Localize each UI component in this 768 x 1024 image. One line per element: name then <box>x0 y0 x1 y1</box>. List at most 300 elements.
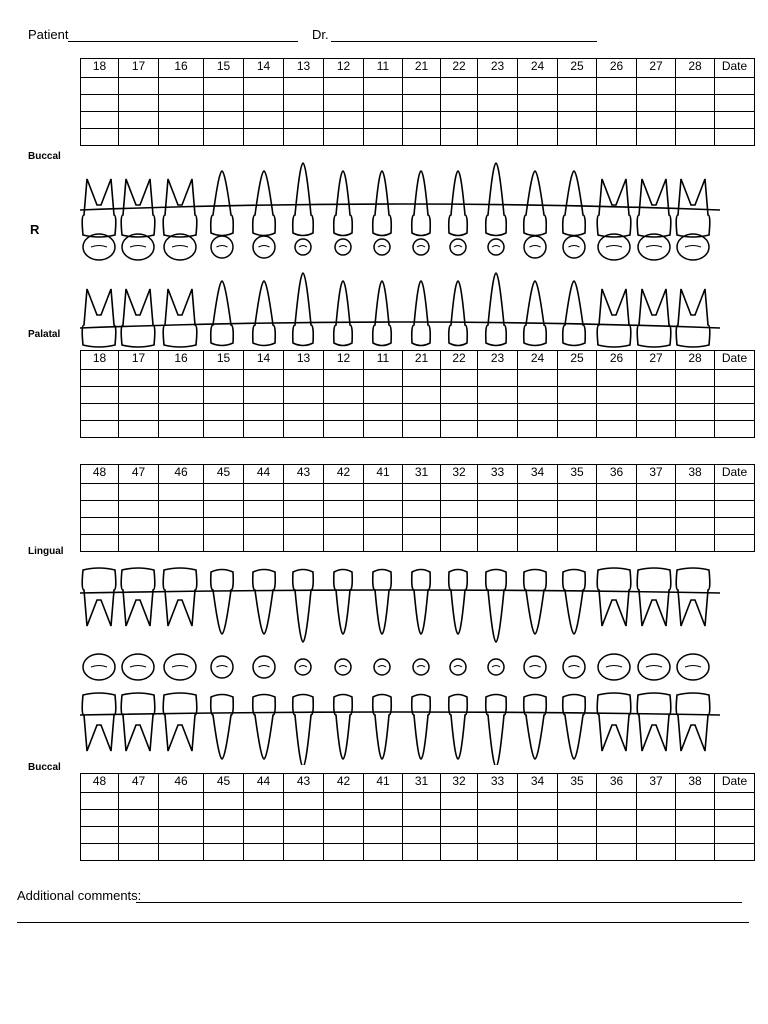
chart-cell[interactable] <box>204 844 244 861</box>
chart-cell[interactable] <box>81 501 119 518</box>
chart-cell[interactable] <box>637 370 676 387</box>
chart-cell[interactable] <box>637 112 676 129</box>
chart-cell[interactable] <box>119 78 159 95</box>
chart-cell[interactable] <box>403 501 441 518</box>
chart-cell[interactable] <box>441 112 478 129</box>
chart-cell[interactable] <box>244 370 284 387</box>
chart-cell[interactable] <box>676 810 715 827</box>
chart-cell[interactable] <box>244 78 284 95</box>
chart-cell[interactable] <box>715 501 755 518</box>
chart-cell[interactable] <box>244 112 284 129</box>
chart-cell[interactable] <box>478 370 518 387</box>
chart-cell[interactable] <box>715 535 755 552</box>
chart-cell[interactable] <box>119 518 159 535</box>
chart-cell[interactable] <box>676 535 715 552</box>
chart-cell[interactable] <box>119 810 159 827</box>
chart-cell[interactable] <box>597 95 637 112</box>
chart-cell[interactable] <box>715 421 755 438</box>
chart-cell[interactable] <box>119 827 159 844</box>
chart-cell[interactable] <box>403 793 441 810</box>
chart-cell[interactable] <box>676 793 715 810</box>
chart-cell[interactable] <box>478 112 518 129</box>
chart-cell[interactable] <box>715 78 755 95</box>
chart-cell[interactable] <box>159 484 204 501</box>
chart-cell[interactable] <box>364 387 403 404</box>
chart-cell[interactable] <box>676 518 715 535</box>
chart-cell[interactable] <box>518 535 558 552</box>
chart-cell[interactable] <box>403 421 441 438</box>
chart-cell[interactable] <box>518 827 558 844</box>
chart-cell[interactable] <box>518 501 558 518</box>
chart-cell[interactable] <box>518 421 558 438</box>
chart-cell[interactable] <box>204 501 244 518</box>
chart-cell[interactable] <box>478 404 518 421</box>
chart-cell[interactable] <box>204 112 244 129</box>
tooth-number-32: 32 <box>441 774 478 793</box>
chart-cell[interactable] <box>478 793 518 810</box>
chart-cell[interactable] <box>324 518 364 535</box>
upper-11-occlusal-view <box>524 236 546 258</box>
chart-cell[interactable] <box>159 810 204 827</box>
chart-cell[interactable] <box>558 484 597 501</box>
chart-cell[interactable] <box>284 112 324 129</box>
chart-cell[interactable] <box>676 95 715 112</box>
chart-cell[interactable] <box>119 370 159 387</box>
chart-cell[interactable] <box>81 810 119 827</box>
chart-cell[interactable] <box>478 827 518 844</box>
chart-cell[interactable] <box>558 810 597 827</box>
chart-cell[interactable] <box>324 421 364 438</box>
chart-cell[interactable] <box>159 501 204 518</box>
chart-cell[interactable] <box>204 827 244 844</box>
chart-cell[interactable] <box>119 95 159 112</box>
chart-cell[interactable] <box>364 827 403 844</box>
chart-cell[interactable] <box>324 501 364 518</box>
chart-cell[interactable] <box>119 112 159 129</box>
chart-cell[interactable] <box>676 129 715 146</box>
chart-cell[interactable] <box>403 370 441 387</box>
chart-cell[interactable] <box>324 370 364 387</box>
chart-cell[interactable] <box>478 387 518 404</box>
chart-cell[interactable] <box>403 535 441 552</box>
chart-cell[interactable] <box>518 387 558 404</box>
chart-cell[interactable] <box>637 404 676 421</box>
chart-cell[interactable] <box>159 827 204 844</box>
chart-cell[interactable] <box>324 793 364 810</box>
chart-cell[interactable] <box>715 844 755 861</box>
chart-cell[interactable] <box>81 129 119 146</box>
chart-cell[interactable] <box>441 484 478 501</box>
chart-cell[interactable] <box>637 421 676 438</box>
chart-cell[interactable] <box>284 484 324 501</box>
chart-cell[interactable] <box>558 129 597 146</box>
chart-cell[interactable] <box>597 518 637 535</box>
chart-cell[interactable] <box>715 827 755 844</box>
chart-cell[interactable] <box>204 78 244 95</box>
chart-cell[interactable] <box>441 827 478 844</box>
chart-cell[interactable] <box>441 129 478 146</box>
chart-cell[interactable] <box>81 112 119 129</box>
chart-cell[interactable] <box>558 793 597 810</box>
chart-cell[interactable] <box>284 404 324 421</box>
chart-cell[interactable] <box>403 404 441 421</box>
chart-cell[interactable] <box>284 793 324 810</box>
chart-cell[interactable] <box>324 484 364 501</box>
patient-name-field[interactable] <box>68 28 298 42</box>
chart-cell[interactable] <box>119 387 159 404</box>
chart-cell[interactable] <box>518 844 558 861</box>
chart-cell[interactable] <box>364 844 403 861</box>
chart-cell[interactable] <box>441 387 478 404</box>
chart-cell[interactable] <box>597 112 637 129</box>
chart-cell[interactable] <box>637 518 676 535</box>
chart-cell[interactable] <box>403 484 441 501</box>
chart-cell[interactable] <box>403 129 441 146</box>
chart-cell[interactable] <box>81 844 119 861</box>
tooth-number-48: 48 <box>81 465 119 484</box>
chart-cell[interactable] <box>637 844 676 861</box>
chart-cell[interactable] <box>324 827 364 844</box>
chart-cell[interactable] <box>441 78 478 95</box>
chart-cell[interactable] <box>558 78 597 95</box>
chart-cell[interactable] <box>676 421 715 438</box>
upper-row1-10-tooth <box>486 163 507 236</box>
chart-cell[interactable] <box>244 129 284 146</box>
chart-cell[interactable] <box>478 501 518 518</box>
chart-cell[interactable] <box>518 793 558 810</box>
chart-cell[interactable] <box>558 387 597 404</box>
chart-cell[interactable] <box>558 421 597 438</box>
chart-cell[interactable] <box>715 810 755 827</box>
chart-cell[interactable] <box>441 535 478 552</box>
lower-row3-2-tooth <box>163 693 197 751</box>
chart-cell[interactable] <box>244 501 284 518</box>
chart-cell[interactable] <box>478 421 518 438</box>
chart-cell[interactable] <box>558 518 597 535</box>
chart-cell[interactable] <box>676 501 715 518</box>
chart-cell[interactable] <box>478 810 518 827</box>
chart-cell[interactable] <box>159 421 204 438</box>
chart-cell[interactable] <box>715 129 755 146</box>
chart-cell[interactable] <box>518 78 558 95</box>
chart-cell[interactable] <box>403 78 441 95</box>
chart-cell[interactable] <box>244 387 284 404</box>
chart-cell[interactable] <box>715 793 755 810</box>
chart-cell[interactable] <box>119 501 159 518</box>
chart-cell[interactable] <box>204 535 244 552</box>
chart-cell[interactable] <box>676 484 715 501</box>
chart-cell[interactable] <box>441 793 478 810</box>
chart-cell[interactable] <box>597 129 637 146</box>
upper-buccal-chart <box>80 58 755 146</box>
chart-cell[interactable] <box>324 810 364 827</box>
chart-cell[interactable] <box>159 112 204 129</box>
chart-cell[interactable] <box>518 518 558 535</box>
chart-cell[interactable] <box>119 484 159 501</box>
chart-cell[interactable] <box>715 387 755 404</box>
chart-cell[interactable] <box>119 793 159 810</box>
chart-cell[interactable] <box>715 404 755 421</box>
chart-cell[interactable] <box>597 387 637 404</box>
chart-cell[interactable] <box>204 518 244 535</box>
chart-cell[interactable] <box>441 810 478 827</box>
chart-cell[interactable] <box>364 78 403 95</box>
chart-cell[interactable] <box>364 793 403 810</box>
date-header: Date <box>715 59 755 78</box>
chart-cell[interactable] <box>597 501 637 518</box>
chart-cell[interactable] <box>558 535 597 552</box>
upper-3-occlusal-view <box>211 236 233 258</box>
chart-cell[interactable] <box>284 827 324 844</box>
chart-cell[interactable] <box>441 501 478 518</box>
chart-cell[interactable] <box>324 78 364 95</box>
chart-cell[interactable] <box>81 827 119 844</box>
chart-cell[interactable] <box>518 112 558 129</box>
upper-row3-13-tooth <box>597 289 631 347</box>
chart-cell[interactable] <box>284 129 324 146</box>
chart-cell[interactable] <box>364 112 403 129</box>
chart-cell[interactable] <box>637 78 676 95</box>
chart-cell[interactable] <box>364 404 403 421</box>
chart-cell[interactable] <box>324 535 364 552</box>
chart-cell[interactable] <box>364 370 403 387</box>
chart-cell[interactable] <box>204 387 244 404</box>
chart-cell[interactable] <box>441 404 478 421</box>
chart-cell[interactable] <box>558 404 597 421</box>
chart-cell[interactable] <box>676 844 715 861</box>
chart-cell[interactable] <box>244 421 284 438</box>
chart-cell[interactable] <box>119 404 159 421</box>
tooth-number-21: 21 <box>403 59 441 78</box>
upper-row1-13-tooth <box>597 179 631 237</box>
chart-cell[interactable] <box>478 844 518 861</box>
chart-cell[interactable] <box>715 95 755 112</box>
chart-cell[interactable] <box>324 95 364 112</box>
chart-cell[interactable] <box>324 112 364 129</box>
chart-cell[interactable] <box>81 421 119 438</box>
chart-cell[interactable] <box>364 129 403 146</box>
tooth-number-34: 34 <box>518 774 558 793</box>
chart-cell[interactable] <box>81 370 119 387</box>
chart-cell[interactable] <box>518 370 558 387</box>
chart-cell[interactable] <box>159 844 204 861</box>
lower-14-occlusal-view <box>638 654 670 680</box>
chart-cell[interactable] <box>637 501 676 518</box>
chart-cell[interactable] <box>403 810 441 827</box>
chart-cell[interactable] <box>81 404 119 421</box>
chart-cell[interactable] <box>441 421 478 438</box>
chart-cell[interactable] <box>478 129 518 146</box>
chart-cell[interactable] <box>715 370 755 387</box>
chart-cell[interactable] <box>637 810 676 827</box>
chart-cell[interactable] <box>159 518 204 535</box>
chart-cell[interactable] <box>81 95 119 112</box>
chart-cell[interactable] <box>364 518 403 535</box>
chart-cell[interactable] <box>284 535 324 552</box>
chart-cell[interactable] <box>403 844 441 861</box>
chart-cell[interactable] <box>81 518 119 535</box>
chart-cell[interactable] <box>403 518 441 535</box>
chart-cell[interactable] <box>597 78 637 95</box>
chart-cell[interactable] <box>364 535 403 552</box>
chart-cell[interactable] <box>558 844 597 861</box>
chart-cell[interactable] <box>244 484 284 501</box>
chart-cell[interactable] <box>159 129 204 146</box>
chart-cell[interactable] <box>119 129 159 146</box>
chart-cell[interactable] <box>324 844 364 861</box>
chart-cell[interactable] <box>204 404 244 421</box>
tooth-number-18: 18 <box>81 351 119 370</box>
chart-cell[interactable] <box>441 370 478 387</box>
chart-cell[interactable] <box>597 827 637 844</box>
chart-cell[interactable] <box>81 793 119 810</box>
chart-cell[interactable] <box>441 518 478 535</box>
chart-cell[interactable] <box>244 95 284 112</box>
chart-cell[interactable] <box>597 535 637 552</box>
chart-cell[interactable] <box>159 535 204 552</box>
chart-cell[interactable] <box>244 793 284 810</box>
chart-cell[interactable] <box>204 421 244 438</box>
chart-cell[interactable] <box>403 112 441 129</box>
comments-field-line-2[interactable] <box>17 910 749 923</box>
chart-cell[interactable] <box>284 370 324 387</box>
chart-cell[interactable] <box>558 95 597 112</box>
chart-cell[interactable] <box>403 387 441 404</box>
chart-cell[interactable] <box>715 518 755 535</box>
comments-field-line-1[interactable] <box>136 889 742 903</box>
chart-cell[interactable] <box>81 78 119 95</box>
chart-cell[interactable] <box>518 810 558 827</box>
chart-cell[interactable] <box>244 535 284 552</box>
chart-cell[interactable] <box>119 535 159 552</box>
chart-cell[interactable] <box>715 484 755 501</box>
chart-cell[interactable] <box>284 844 324 861</box>
chart-cell[interactable] <box>637 827 676 844</box>
tooth-number-14: 14 <box>244 351 284 370</box>
chart-cell[interactable] <box>478 535 518 552</box>
chart-cell[interactable] <box>204 793 244 810</box>
chart-cell[interactable] <box>715 112 755 129</box>
lower-row3-7-tooth <box>373 695 392 760</box>
chart-cell[interactable] <box>518 484 558 501</box>
chart-cell[interactable] <box>597 484 637 501</box>
chart-cell[interactable] <box>204 129 244 146</box>
chart-cell[interactable] <box>676 827 715 844</box>
chart-cell[interactable] <box>558 501 597 518</box>
chart-cell[interactable] <box>676 370 715 387</box>
chart-cell[interactable] <box>637 95 676 112</box>
chart-cell[interactable] <box>81 535 119 552</box>
chart-cell[interactable] <box>244 827 284 844</box>
chart-cell[interactable] <box>284 78 324 95</box>
chart-cell[interactable] <box>518 95 558 112</box>
chart-cell[interactable] <box>637 129 676 146</box>
chart-cell[interactable] <box>284 501 324 518</box>
chart-cell[interactable] <box>637 793 676 810</box>
upper-row3-11-tooth <box>524 281 547 346</box>
chart-cell[interactable] <box>324 387 364 404</box>
chart-cell[interactable] <box>478 518 518 535</box>
chart-cell[interactable] <box>518 129 558 146</box>
lower-row1-gumline <box>80 590 720 593</box>
chart-cell[interactable] <box>81 387 119 404</box>
chart-cell[interactable] <box>159 370 204 387</box>
chart-cell[interactable] <box>284 95 324 112</box>
chart-cell[interactable] <box>676 78 715 95</box>
chart-cell[interactable] <box>676 404 715 421</box>
chart-cell[interactable] <box>244 844 284 861</box>
chart-cell[interactable] <box>403 95 441 112</box>
chart-cell[interactable] <box>159 793 204 810</box>
lower-row1-2-tooth <box>163 568 197 626</box>
chart-cell[interactable] <box>478 78 518 95</box>
chart-cell[interactable] <box>244 810 284 827</box>
chart-cell[interactable] <box>364 484 403 501</box>
chart-cell[interactable] <box>159 387 204 404</box>
chart-cell[interactable] <box>364 421 403 438</box>
tooth-number-45: 45 <box>204 465 244 484</box>
chart-cell[interactable] <box>324 129 364 146</box>
chart-cell[interactable] <box>364 810 403 827</box>
chart-cell[interactable] <box>204 810 244 827</box>
chart-cell[interactable] <box>244 518 284 535</box>
chart-cell[interactable] <box>597 370 637 387</box>
chart-cell[interactable] <box>478 484 518 501</box>
chart-cell[interactable] <box>159 78 204 95</box>
chart-cell[interactable] <box>364 95 403 112</box>
chart-cell[interactable] <box>204 484 244 501</box>
chart-cell[interactable] <box>558 112 597 129</box>
upper-row3-9-tooth <box>449 281 468 346</box>
chart-cell[interactable] <box>119 421 159 438</box>
chart-cell[interactable] <box>284 421 324 438</box>
chart-cell[interactable] <box>244 404 284 421</box>
chart-cell[interactable] <box>159 404 204 421</box>
doctor-name-field[interactable] <box>331 28 597 42</box>
chart-cell[interactable] <box>81 484 119 501</box>
chart-cell[interactable] <box>324 404 364 421</box>
chart-cell[interactable] <box>597 810 637 827</box>
chart-cell[interactable] <box>518 404 558 421</box>
chart-cell[interactable] <box>558 370 597 387</box>
chart-cell[interactable] <box>558 827 597 844</box>
chart-cell[interactable] <box>597 844 637 861</box>
chart-cell[interactable] <box>637 535 676 552</box>
chart-cell[interactable] <box>597 404 637 421</box>
lower-teeth-diagram <box>80 565 720 765</box>
chart-cell[interactable] <box>637 484 676 501</box>
chart-cell[interactable] <box>204 370 244 387</box>
chart-cell[interactable] <box>119 844 159 861</box>
chart-cell[interactable] <box>478 95 518 112</box>
chart-cell[interactable] <box>284 810 324 827</box>
chart-cell[interactable] <box>204 95 244 112</box>
chart-cell[interactable] <box>676 387 715 404</box>
chart-cell[interactable] <box>637 387 676 404</box>
chart-cell[interactable] <box>441 844 478 861</box>
chart-cell[interactable] <box>403 827 441 844</box>
chart-cell[interactable] <box>159 95 204 112</box>
chart-cell[interactable] <box>364 501 403 518</box>
chart-cell[interactable] <box>676 112 715 129</box>
chart-cell[interactable] <box>284 387 324 404</box>
tooth-number-24: 24 <box>518 351 558 370</box>
chart-cell[interactable] <box>441 95 478 112</box>
chart-cell[interactable] <box>284 518 324 535</box>
chart-cell[interactable] <box>597 421 637 438</box>
chart-cell[interactable] <box>597 793 637 810</box>
tooth-number-44: 44 <box>244 774 284 793</box>
